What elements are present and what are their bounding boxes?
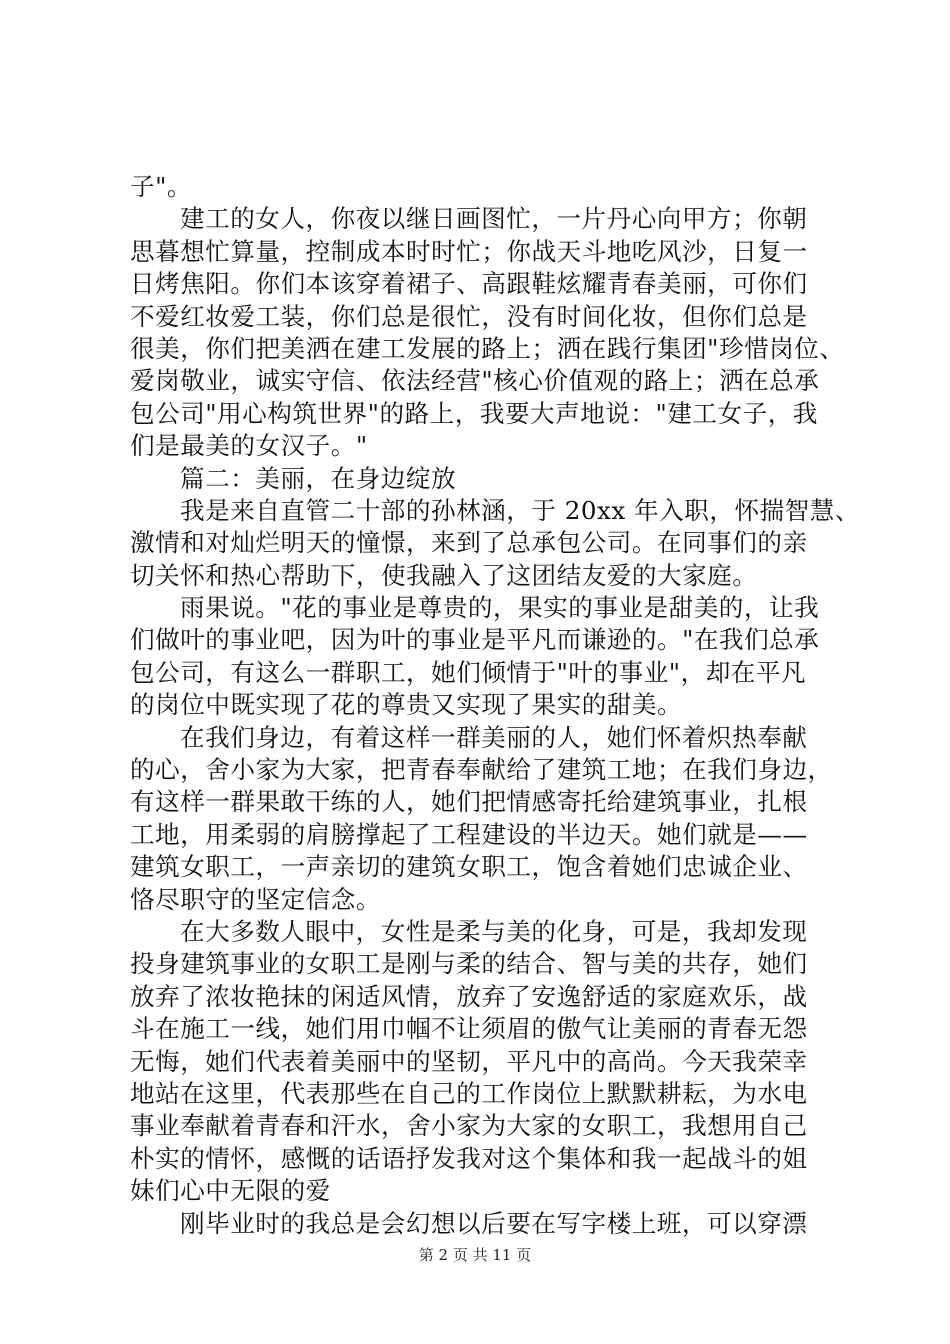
text-line: 刚毕业时的我总是会幻想以后要在写字楼上班，可以穿漂 — [180, 1208, 808, 1238]
text-line: 激情和对灿烂明天的憧憬，来到了总承包公司。在同事们的亲 — [130, 528, 808, 558]
text-line: 工地，用柔弱的肩膀撑起了工程建设的半边天。她们就是—— — [130, 819, 808, 849]
text-line: 日烤焦阳。你们本该穿着裙子、高跟鞋炫耀青春美丽，可你们 — [130, 269, 808, 299]
text-line: 恪尽职守的坚定信念。 — [130, 884, 381, 914]
body-text — [130, 171, 860, 1240]
text-line: 不爱红妆爱工装，你们总是很忙，没有时间化妆，但你们总是 — [130, 301, 808, 331]
text-line: 地站在这里，代表那些在自己的工作岗位上默默耕耘，为水电 — [130, 1078, 808, 1108]
text-line: 的心，舍小家为大家，把青春奉献给了建筑工地；在我们身边， — [130, 755, 833, 785]
text-line: 很美，你们把美洒在建工发展的路上；洒在践行集团"珍惜岗位、 — [130, 333, 845, 363]
text-line: 无悔，她们代表着美丽中的坚韧，平凡中的高尚。今天我荣幸 — [130, 1046, 808, 1076]
text-line: 建工的女人，你夜以继日画图忙，一片丹心向甲方；你朝 — [180, 204, 808, 234]
text-line: 的岗位中既实现了花的尊贵又实现了果实的甜美。 — [130, 690, 683, 720]
text-line: 我是来自直管二十部的孙林涵，于 20xx 年入职，怀揣智慧、 — [180, 495, 860, 525]
text-line: 子"。 — [130, 172, 192, 201]
text-line: 事业奉献着青春和汗水，舍小家为大家的女职工，我想用自己 — [130, 1111, 808, 1141]
text-line: 思暮想忙算量，控制成本时时忙；你战天斗地吃风沙，日复一 — [130, 236, 808, 266]
text-line: 包公司，有这么一群职工，她们倾情于"叶的事业"，却在平凡 — [130, 657, 807, 687]
text-line: 投身建筑事业的女职工是刚与柔的结合、智与美的共存，她们 — [130, 949, 808, 979]
text-line: 篇二：美丽，在身边绽放 — [180, 463, 457, 493]
text-line: 包公司"用心构筑世界"的路上，我要大声地说："建工女子，我 — [130, 398, 818, 428]
text-line: 斗在施工一线，她们用巾帼不让须眉的傲气让美丽的青春无怨 — [130, 1014, 808, 1044]
text-line: 在我们身边，有着这样一群美丽的人，她们怀着炽热奉献 — [180, 722, 808, 752]
text-line: 在大多数人眼中，女性是柔与美的化身，可是，我却发现 — [180, 916, 808, 946]
text-line: 放弃了浓妆艳抹的闲适风情，放弃了安逸舒适的家庭欢乐，战 — [130, 981, 808, 1011]
text-line: 建筑女职工，一声亲切的建筑女职工，饱含着她们忠诚企业、 — [130, 852, 808, 882]
text-line: 雨果说。"花的事业是尊贵的，果实的事业是甜美的，让我 — [180, 593, 820, 623]
text-line: 们是最美的女汉子。" — [130, 431, 368, 461]
page-footer: 第 2 页 共 11 页 — [418, 1246, 532, 1264]
text-line: 们做叶的事业吧，因为叶的事业是平凡而谦逊的。"在我们总承 — [130, 625, 820, 655]
text-line: 切关怀和热心帮助下，使我融入了这团结友爱的大家庭。 — [130, 560, 758, 590]
text-line: 妹们心中无限的爱 — [130, 1176, 331, 1206]
text-line: 有这样一群果敢干练的人，她们把情感寄托给建筑事业，扎根 — [130, 787, 808, 817]
text-line: 朴实的情怀，感慨的话语抒发我对这个集体和我一起战斗的姐 — [130, 1143, 808, 1173]
text-line: 爱岗敬业，诚实守信、依法经营"核心价值观的路上；洒在总承 — [130, 366, 820, 396]
